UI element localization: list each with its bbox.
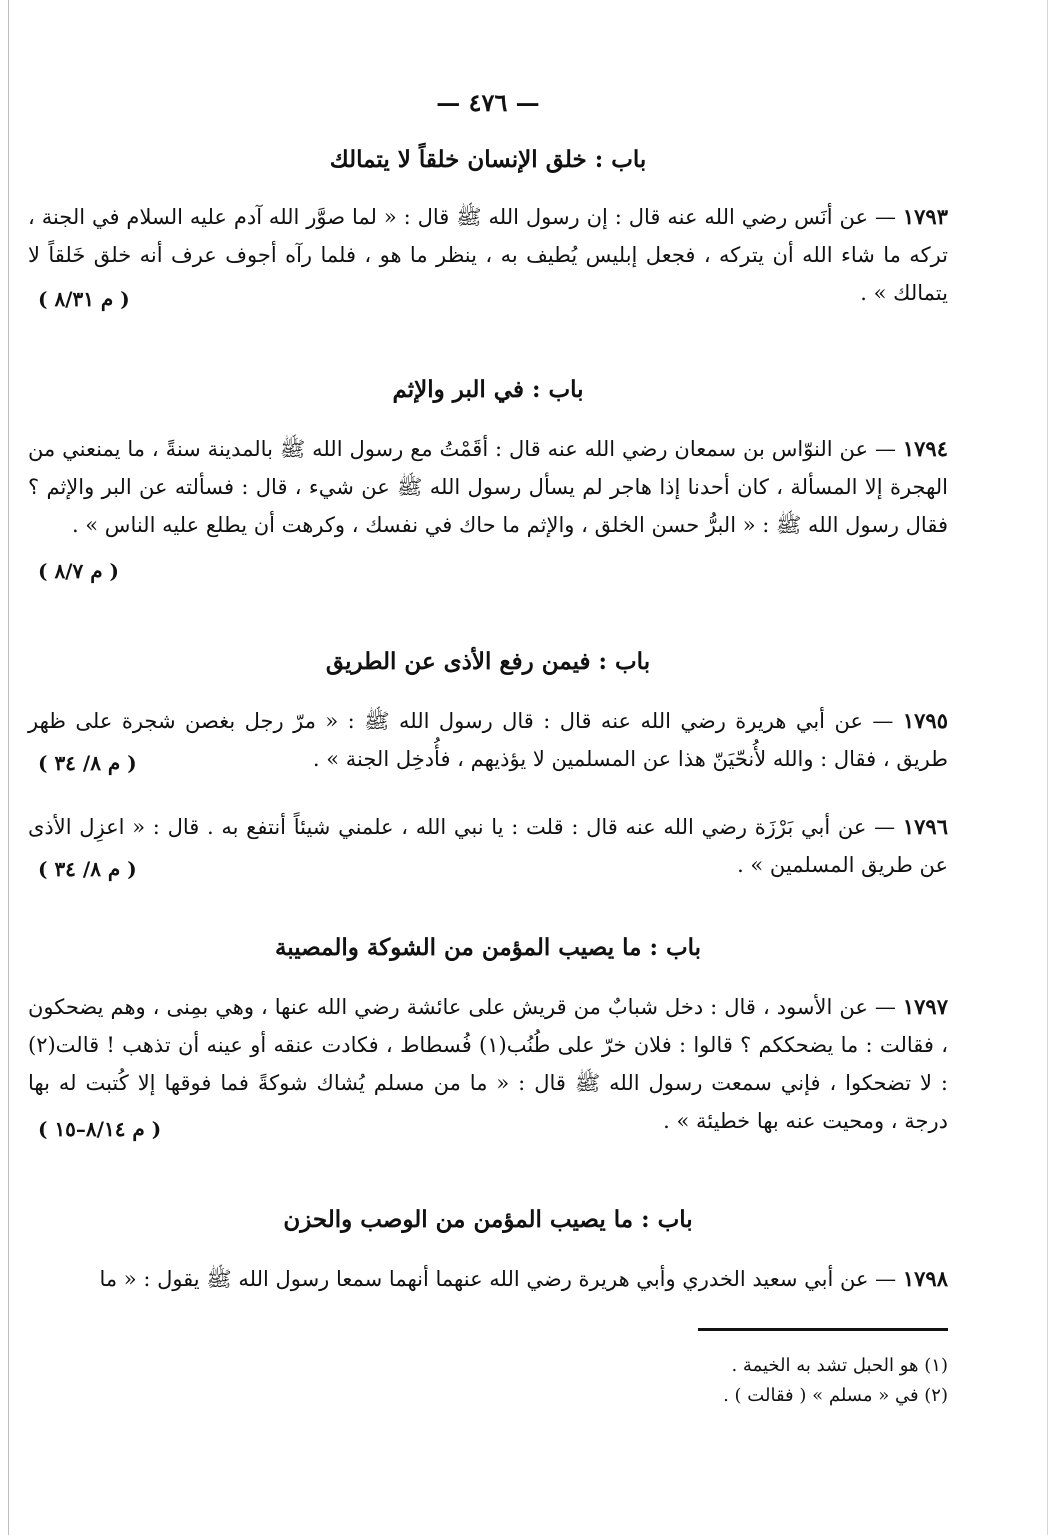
- hadith-reference: ( م ٨/ ٣٤ ): [38, 751, 137, 775]
- hadith-1798: [28, 1260, 948, 1300]
- hadith-number: ١٧٩٨: [902, 1266, 948, 1291]
- right-margin-line: [1047, 0, 1048, 1535]
- hadith-text: — عن أبي سعيد الخدري وأبي هريرة رضي الله عنهما أنهما سمعا رسول الله ﷺ يقول : « ما: [99, 1267, 897, 1291]
- left-margin-line: [8, 0, 9, 1535]
- section-heading: باب : فيمن رفع الأذى عن الطريق: [325, 648, 651, 675]
- section-heading: باب : خلق الإنسان خلقاً لا يتمالك: [329, 146, 647, 173]
- hadith-1794: [28, 430, 948, 590]
- footnote-divider: [698, 1328, 948, 1331]
- hadith-reference: ( م ٨/٧ ): [38, 559, 120, 583]
- hadith-reference: ( م ٨/ ٣٤ ): [38, 857, 137, 881]
- section-heading: باب : ما يصيب المؤمن من الشوكة والمصيبة: [274, 934, 702, 961]
- hadith-reference: ( م ٨/٣١ ): [38, 287, 130, 311]
- page-number: — ٤٧٦ —: [436, 88, 540, 117]
- hadith-1796: [28, 808, 948, 888]
- hadith-number: ١٧٩٣: [902, 204, 948, 229]
- hadith-text: — عن الأسود ، قال : دخل شبابٌ من قريش على عائشة رضي الله عنها ، وهي بمِنى ، وهم يضحكون ، فقالت : ما يضحككم ؟ قالوا : فلان خرّ على طُنُب(١) فُسطاط ، فكادت عنقه أو عينه أن تذهب ! قالت(٢) : لا تضحكوا ، فإني سمعت رسول الله ﷺ قال : « ما من مسلم يُشاك شوكةً فما فوقها إلا كُتبت له بها درجة ، ومحيت عنه بها خطيئة » .: [28, 995, 948, 1133]
- section-heading: باب : في البر والإثم: [392, 376, 584, 403]
- hadith-1795: [28, 702, 948, 782]
- section-heading: باب : ما يصيب المؤمن من الوصب والحزن: [283, 1206, 693, 1233]
- hadith-number: ١٧٩٧: [902, 994, 948, 1019]
- hadith-number: ١٧٩٥: [902, 708, 948, 733]
- hadith-1797: [28, 988, 948, 1148]
- footnote: (١) هو الحبل تشد به الخيمة .: [731, 1355, 948, 1376]
- hadith-text: — عن النوّاس بن سمعان رضي الله عنه قال : أقَمْتُ مع رسول الله ﷺ بالمدينة سنةً ، ما يمنعني من الهجرة إلا المسألة ، كان أحدنا إذا هاجر لم يسأل رسول الله ﷺ عن شيء ، قال : فسألته عن البر والإثم ؟ فقال رسول الله ﷺ : « البرُّ حسن الخلق ، والإثم ما حاك في نفسك ، وكرهت أن يطلع عليه الناس » .: [28, 437, 948, 537]
- hadith-number: ١٧٩٤: [902, 436, 948, 461]
- book-page: [28, 70, 948, 1510]
- hadith-text: — عن أنَس رضي الله عنه قال : إن رسول الله ﷺ قال : « لما صوَّر الله آدم عليه السلام في الجنة ، تركه ما شاء الله أن يتركه ، فجعل إبليس يُطيف به ، ينظر ما هو ، فلما رآه أجوف عرف أنه خلق خَلقاً لا يتمالك » .: [28, 205, 948, 305]
- hadith-number: ١٧٩٦: [902, 814, 948, 839]
- hadith-text: — عن أبي بَرْزَة رضي الله عنه قال : قلت : يا نبي الله ، علمني شيئاً أنتفع به . قال : « اعزِل الأذى عن طريق المسلمين » .: [28, 815, 948, 877]
- hadith-text: — عن أبي هريرة رضي الله عنه قال : قال رسول الله ﷺ : « مرّ رجل بغصن شجرة على ظهر طريق ، فقال : والله لأُنحّيَنّ هذا عن المسلمين لا يؤذيهم ، فأُدخِل الجنة » .: [28, 709, 948, 771]
- hadith-reference: ( م ٨/١٤–١٥ ): [38, 1117, 162, 1141]
- hadith-1793: [28, 198, 948, 318]
- footnote: (٢) في « مسلم » ( فقالت ) .: [723, 1385, 948, 1406]
